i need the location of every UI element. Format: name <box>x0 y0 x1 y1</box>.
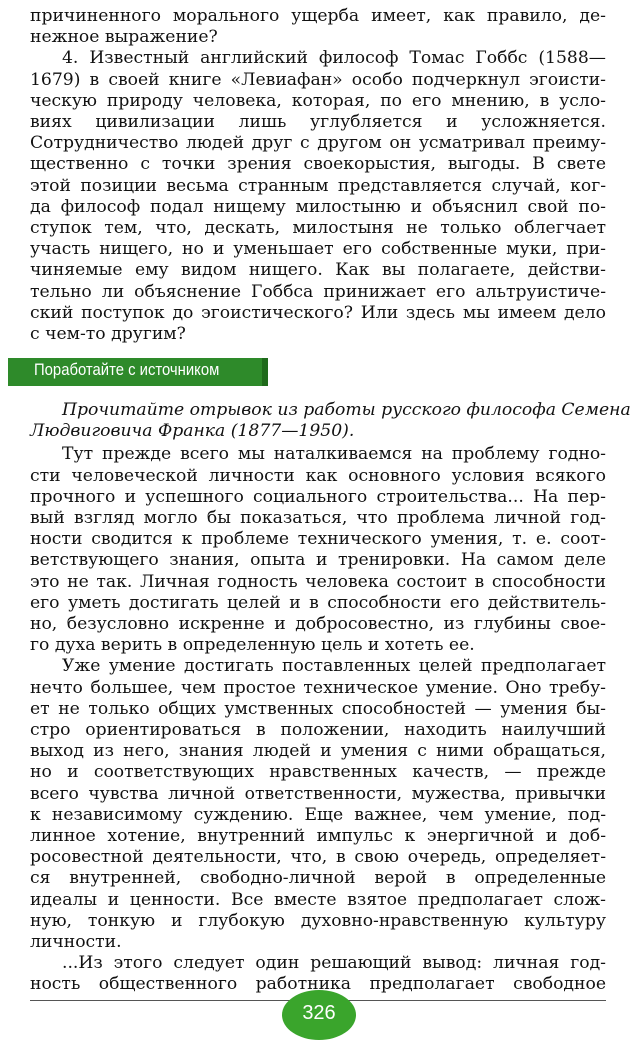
text-line: стро ориентироваться в положении, находить наилучший <box>30 720 606 740</box>
page-number-badge <box>282 990 356 1040</box>
text-line: выход из него, знания людей и умения с ними обращаться, <box>30 741 606 762</box>
text-line: Уже умение достигать поставленных целей предполагает <box>62 656 606 677</box>
text-line: чиняемые ему видом нищего. Как вы полагаете, действи- <box>30 260 606 281</box>
text-line: виях цивилизации лишь углубляется и усложняется. <box>30 112 606 132</box>
section-banner-label: Поработайте с источником <box>34 361 220 379</box>
text-line: линное хотение, внутренний импульс к энергичной и доб- <box>30 826 606 846</box>
text-line: сти человеческой личности как основного условия всякого <box>30 465 606 486</box>
text-line: ческую природу человека, которая, по его мнению, в усло- <box>30 90 606 111</box>
intro-line: Людвиговича Франка (1877—1950). <box>30 421 355 442</box>
text-line: нежное выражение? <box>30 27 218 48</box>
text-line: ступок тем, что, дескать, милостыня не только облегчает <box>30 218 606 238</box>
text-line: 1679) в своей книге «Левиафан» особо подчеркнул эгоисти- <box>30 69 606 90</box>
text-line: с чем-то другим? <box>30 324 186 344</box>
text-line: причиненного морального ущерба имеет, как правило, де- <box>30 6 606 26</box>
text-line: к независимому суждению. Еще важнее, чем умение, под- <box>30 804 606 825</box>
text-line: всего чувства личной ответственности, мужества, привычки <box>30 783 606 804</box>
text-line: вый взгляд могло бы показаться, что проблема личной год- <box>30 508 606 528</box>
text-line: Тут прежде всего мы наталкиваемся на проблему годно- <box>62 444 606 465</box>
text-line: ся внутренней, свободно-личной верой в определенные <box>30 868 606 889</box>
text-line: прочного и успешного социального строительства... На пер- <box>30 486 606 507</box>
text-line: это не так. Личная годность человека состоит в способности <box>30 571 606 592</box>
text-line: но и соответствующих нравственных качеств, — прежде <box>30 762 606 783</box>
text-line: го духа верить в определенную цель и хотеть ее. <box>30 635 475 656</box>
page-number: 326 <box>302 1001 336 1024</box>
text-line: нечто большее, чем простое техническое умение. Оно требу- <box>30 677 606 698</box>
text-line: участь нищего, но и уменьшает его собственные муки, при- <box>30 239 606 260</box>
text-line: тельно ли объяснение Гоббса принижает его альтруистиче- <box>30 281 606 302</box>
text-line: его уметь достигать целей и в способности его действитель- <box>30 592 606 613</box>
text-line: да философ подал нищему милостыню и объяснил свой по- <box>30 196 606 217</box>
text-line: ность общественного работника предполагает свободное <box>30 974 606 995</box>
text-line: ет не только общих умственных способностей — умения бы- <box>30 698 606 719</box>
text-line: но, безусловно искренне и добросовестно, из глубины свое- <box>30 614 606 634</box>
text-line: Сотрудничество людей друг с другом он усматривал преиму- <box>30 133 606 154</box>
section-banner <box>8 358 268 386</box>
text-line: ...Из этого следует один решающий вывод: личная год- <box>62 953 606 974</box>
text-line: ветствующего знания, опыта и тренировки. На самом деле <box>30 550 606 571</box>
text-line: ную, тонкую и глубокую духовно-нравственную культуру <box>30 910 606 931</box>
text-line: 4. Известный английский философ Томас Гоббс (1588— <box>62 48 606 69</box>
text-line: росовестной деятельности, что, в свою очередь, определяет- <box>30 847 606 868</box>
text-line: щественно с точки зрения своекорыстия, выгоды. В свете <box>30 154 606 175</box>
text-line: этой позиции весьма странным представляется случай, ког- <box>30 175 606 196</box>
text-line: идеалы и ценности. Все вместе взятое предполагает слож- <box>30 889 606 910</box>
intro-line: Прочитайте отрывок из работы русского философа Семена <box>62 400 631 420</box>
text-line: личности. <box>30 932 122 952</box>
text-line: ский поступок до эгоистического? Или здесь мы имеем дело <box>30 302 606 323</box>
text-line: ности сводится к проблеме технического умения, т. е. соот- <box>30 529 606 550</box>
